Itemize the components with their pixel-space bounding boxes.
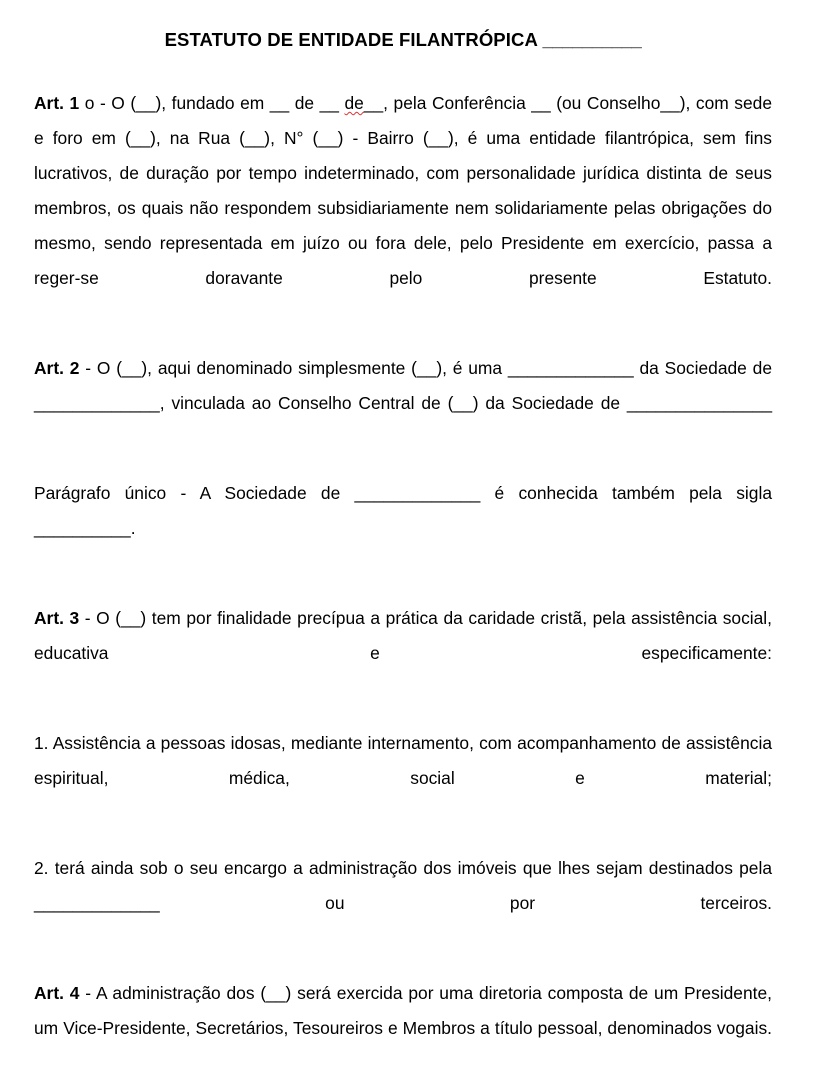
article-label-2: Art. 2 [34, 358, 80, 378]
spellcheck-misspelled-word: de [344, 93, 364, 113]
page-title [34, 0, 772, 57]
list-item-1-text: 1. Assistência a pessoas idosas, mediante internamento, com acompanhamento de assistência espiritual, médica, social e material; [34, 733, 772, 788]
paragraph-art-1 [34, 86, 772, 331]
article-label-1: Art. 1 [34, 93, 80, 113]
paragraph-art-4 [34, 976, 772, 1081]
article-label-4: Art. 4 [34, 983, 80, 1003]
paragraph-art-2 [34, 351, 772, 456]
page-title-text: ESTATUTO DE ENTIDADE FILANTRÓPICA [164, 29, 538, 50]
article-text-2: - O (__), aqui denominado simplesmente (__), é uma _____________ da Sociedade de _____________, vinculada ao Conselho Central de (__) da Sociedade de _______________ [34, 358, 772, 413]
list-item-2 [34, 851, 772, 956]
article-label-3: Art. 3 [34, 608, 80, 628]
list-item-1 [34, 726, 772, 831]
paragraph-paragrafo-unico [34, 476, 772, 581]
paragrafo-unico-text: Parágrafo único - A Sociedade de _____________ é conhecida também pela sigla __________. [34, 483, 772, 538]
paragraph-art-3 [34, 601, 772, 706]
article-text-4: - A administração dos (__) será exercida por uma diretoria composta de um Presidente, um Vice-Presidente, Secretários, Tesoureiros e Membros a título pessoal, denominados vogais. [34, 983, 772, 1038]
article-text-3: - O (__) tem por finalidade precípua a prática da caridade cristã, pela assistência social, educativa e especificamente: [34, 608, 773, 663]
article-text-1b: __, pela Conferência __ (ou Conselho__), com sede e foro em (__), na Rua (__), N° (__) - Bairro (__), é uma entidade filantrópica, sem fins lucrativos, de duração por tempo indeterminado, com personalidade jurídica distinta de seus membros, os quais não respondem subsidiariamente nem solidariamente pelas obrigações do mesmo, sendo representada em juízo ou fora dele, pelo Presidente em exercício, passa a reger-se doravante pelo presente Estatuto. [34, 93, 772, 288]
document-body [34, 0, 772, 1081]
article-text-1a: o - O (__), fundado em __ de __ [79, 93, 345, 113]
page-title-blank: __________ [542, 29, 642, 50]
list-item-2-text: 2. terá ainda sob o seu encargo a administração dos imóveis que lhes sejam destinados pela _____________ ou por terceiros. [34, 858, 772, 913]
